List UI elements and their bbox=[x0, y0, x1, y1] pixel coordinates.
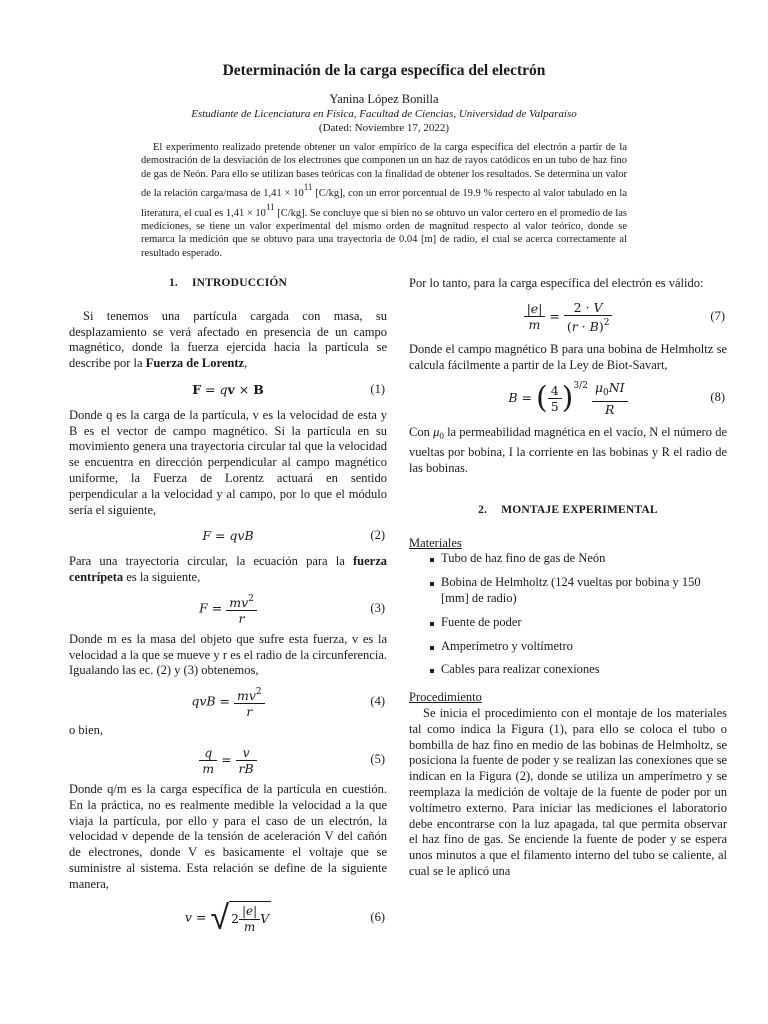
paragraph-text: Con bbox=[409, 425, 434, 440]
section-heading-2 bbox=[409, 503, 727, 519]
equation-2: F = qvB (2) bbox=[202, 528, 385, 544]
equation-6: v = √ 2 $\frac{|e|}{m}$ V (6) bbox=[184, 897, 385, 938]
procedure-paragraph: Se inicia el procedimiento con el montaje de los materiales tal como indica la Figura (1), para ello se coloca el tubo o bombilla de haz fino en medio de las bobinas de Helmholtz, se posiciona la fuente de poder y se realizan las conexiones que se indican en la Figura (2), donde se utiliza un amperímetro y se reemplaza la medición de voltaje de la fuente de poder por un voltímetro externo. Para iniciar las mediciones el laboratorio debe encontrarse con la luz apagada, tal que permita observar el haz fino de gas. Se enciende la fuente de poder y se espera unos minutos a que el filamento interno del tubo se caliente, al cual se le aplicó una bbox=[409, 705, 727, 878]
equation-number: (6) bbox=[370, 909, 385, 924]
paper-title: Determinación de la carga específica del electrón bbox=[222, 62, 546, 79]
paragraph-text: Si tenemos una partícula cargada con masa, su desplazamiento se verá afectado en presencia de un campo magnético, donde la fuerza ejercida hacia la partícula se describe por la bbox=[69, 308, 387, 371]
left-column bbox=[69, 276, 387, 941]
paragraph-text: la permeabilidad magnética en el vacío, N el número de vueltas por bobina, I la corriente en las bobinas y R el radio de las bobinas. bbox=[409, 425, 727, 475]
bold-term: Fuerza de Lorentz bbox=[145, 356, 245, 371]
bold-term: fuerza centrípeta bbox=[69, 554, 387, 584]
equation-1: F = qv × B (1) bbox=[192, 381, 385, 397]
paragraph-text: Para una trayectoria circular, la ecuación para la bbox=[69, 554, 353, 569]
list-item: Bobina de Helmholtz (124 vueltas por bobina y 150 [mm] de radio) bbox=[409, 575, 727, 607]
list-item: Amperímetro y voltímetro bbox=[409, 639, 727, 655]
materials-list bbox=[409, 551, 727, 678]
abstract-text-1: El experimento realizado pretende obtener un valor empírico de la carga específica del electrón a partir de la demostración de la desviación de los electrones que componen un un haz de rayos catódicos en un tubo de haz fino de gas de Neón. Para ello se utilizan bases teóricas con la finalidad de obtener los resultados. Se determina un valor de la relación carga/masa de 1,41 × 10 bbox=[141, 142, 627, 200]
materials-label: Materiales bbox=[409, 535, 462, 550]
intro-paragraph-5: o bien, bbox=[69, 723, 104, 738]
equation-number: (3) bbox=[370, 600, 385, 615]
equation-8: B = ( $\frac{4}{5}$ )$^{3/2}$ $\frac{\mu_0NI}{R}$ (8) bbox=[508, 380, 725, 418]
abstract-exponent-1: 11 bbox=[303, 182, 313, 193]
section-number: 2. bbox=[478, 503, 488, 516]
right-paragraph-2: Donde el campo magnético B para una bobina de Helmholtz se calcula fácilmente a partir de la Ley de Biot-Savart, bbox=[409, 341, 727, 372]
equation-number: (7) bbox=[710, 308, 725, 323]
author-affiliation: Estudiante de Licenciatura en Física, Facultad de Ciencias, Universidad de Valparaíso bbox=[191, 108, 577, 120]
date-line: (Dated: Noviembre 17, 2022) bbox=[318, 122, 450, 134]
equation-4: qvB = $\frac{mv^2}{r}$ (4) bbox=[191, 687, 385, 720]
equation-number: (5) bbox=[370, 752, 385, 767]
intro-paragraph-4: Donde m es la masa del objeto que sufre esta fuerza, v es la velocidad a la que se mueve y r es el radio de la circunferencia. Igualando las ec. (2) y (3) obtenemos, bbox=[69, 631, 387, 678]
abstract-exponent-2: 11 bbox=[265, 201, 275, 212]
list-item: Fuente de poder bbox=[409, 615, 727, 631]
section-number: 1. bbox=[168, 277, 178, 289]
equation-7: $\frac{|e|}{m}$ = $\frac{2 \cdot V}{(r \cdot B)^2}$ (7) bbox=[409, 300, 727, 334]
right-paragraph-1: Por lo tanto, para la carga específica del electrón es válido: bbox=[409, 276, 704, 290]
abstract-text-3: [C/kg]. Se concluye que si bien no se obtuvo un valor certero en el promedio de las mediciones, se tiene un valor experimental del mismo orden de magnitud respecto al valor teórico, donde se remarca la medición que se obtuvo para una trayectoria de 0.04 [m] de radio, el cual se acerca correctamente al resultado esperado. bbox=[141, 207, 627, 259]
intro-paragraph-6: Donde q/m es la carga específica de la partícula en cuestión. En la práctica, no es realmente medible la velocidad a la que viaja la partícula, por ello y para el caso de un electrón, la velocidad v depende de la tensión de aceleración V del cañón de electrones, donde V es basicamente el voltaje que se suministre al sistema. Esta relación se define de la siguiente manera, bbox=[69, 781, 387, 891]
abstract bbox=[141, 141, 627, 260]
list-item: Cables para realizar conexiones bbox=[409, 662, 727, 678]
equation-number: (1) bbox=[370, 381, 385, 396]
intro-paragraph-1 bbox=[69, 309, 387, 372]
procedure-label: Procedimiento bbox=[409, 690, 482, 705]
section-heading-1 bbox=[69, 276, 387, 292]
equation-3: F = $\frac{mv^2}{r}$ (3) bbox=[199, 593, 385, 626]
equation-number: (8) bbox=[710, 390, 725, 405]
equation-number: (4) bbox=[370, 694, 385, 709]
equation-5: $\frac{q}{m}$ = $\frac{v}{rB}$ (5) bbox=[69, 745, 387, 776]
equation-number: (2) bbox=[370, 528, 385, 543]
abstract-text-2: [C/kg], con un error porcentual de 19.9 % respecto al valor tabulado en la literatura, el cual es 1,41 × 10 bbox=[141, 188, 627, 219]
author-name: Yanina López Bonilla bbox=[329, 92, 439, 106]
paragraph-text: es la siguiente, bbox=[123, 569, 201, 584]
intro-paragraph-3 bbox=[69, 554, 387, 586]
paragraph-text: , bbox=[244, 356, 248, 371]
right-paragraph-3: Con $\mu_0$ la permeabilidad magnética en el vacío, N el número de vueltas por bobina, I la corriente en las bobinas y R el radio de las bobinas. bbox=[409, 425, 727, 475]
section-title: INTRODUCCIÓN bbox=[191, 277, 288, 289]
intro-paragraph-2: Donde q es la carga de la partícula, v es la velocidad de esta y B es el vector de campo magnético. Si la partícula en su movimiento genera una trayectoria circular tal que la velocidad se encuentra en dirección perpendicular al campo magnético uniforme, la Fuerza de Lorentz actuará en sentido perpendicular a la velocidad y al campo, por lo que el módulo sería el siguiente, bbox=[69, 407, 387, 517]
right-column bbox=[409, 276, 727, 880]
list-item: Tubo de haz fino de gas de Neón bbox=[409, 551, 727, 567]
section-title: MONTAJE EXPERIMENTAL bbox=[501, 503, 658, 516]
